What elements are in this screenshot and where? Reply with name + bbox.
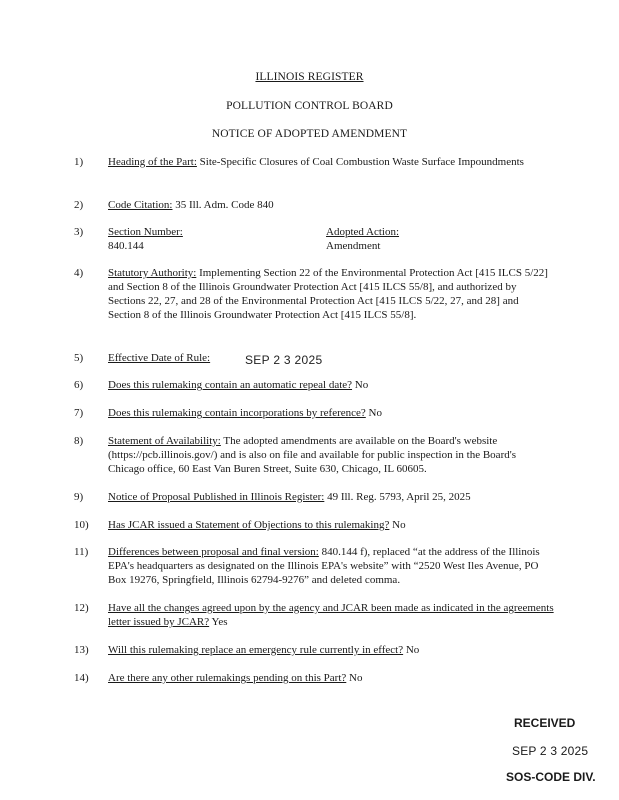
item-text: 840.144 f), replaced “at the address of the Illinois EPA's headquarters as designated on the Illinois EPA's website” with “2520 West Iles Avenue, PO Box 19276, Springfield, Illinois 62794-9276” and deleted comma.	[108, 546, 540, 586]
item-label: Are there any other rulemakings pending on this Part?	[108, 672, 347, 684]
adopted-action-value: Amendment	[326, 240, 381, 252]
item-label: Effective Date of Rule:	[108, 352, 211, 364]
item-number: 2)	[74, 199, 84, 211]
item-label: Statement of Availability:	[108, 435, 221, 447]
section-number-value: 840.144	[108, 240, 144, 252]
item-label: Does this rulemaking contain incorporations by reference?	[108, 407, 366, 419]
item-label: Differences between proposal and final version:	[108, 546, 319, 558]
item-number: 1)	[74, 156, 84, 168]
received-stamp-date: SEP 2 3 2025	[512, 744, 589, 758]
received-stamp-division: SOS-CODE DIV.	[506, 770, 596, 784]
received-stamp-title: RECEIVED	[514, 716, 576, 730]
item-number: 4)	[74, 267, 84, 279]
item-number: 12)	[74, 602, 89, 614]
item-number: 14)	[74, 672, 89, 684]
item-text: 35 Ill. Adm. Code 840	[172, 199, 274, 211]
item-number: 5)	[74, 352, 84, 364]
item-label: Have all the changes agreed upon by the agency and JCAR been made as indicated in the agreements letter issued by JCAR?	[108, 602, 554, 628]
item-text: No	[403, 644, 420, 656]
item-number: 7)	[74, 407, 84, 419]
section-number-label: Section Number:	[108, 226, 183, 238]
item-text: No	[352, 379, 369, 391]
item-label: Statutory Authority:	[108, 267, 197, 279]
item-text: Yes	[209, 616, 228, 628]
item-number: 11)	[74, 546, 89, 558]
item-label: Does this rulemaking contain an automatic repeal date?	[108, 379, 353, 391]
item-text: No	[389, 519, 406, 531]
item-text: No	[365, 407, 382, 419]
item-label: Heading of the Part:	[108, 156, 197, 168]
item-number: 3)	[74, 226, 84, 238]
item-text: The adopted amendments are available on the Board's website (https://pcb.illinois.gov/) and is also on file and available for public inspection in the Board's Chicago office, 60 East Van Buren Street, Suite 630, Chicago, IL 60605.	[108, 435, 516, 475]
register-heading: ILLINOIS REGISTER	[255, 71, 364, 83]
item-text: 49 Ill. Reg. 5793, April 25, 2025	[324, 491, 471, 503]
item-number: 6)	[74, 379, 84, 391]
board-heading: POLLUTION CONTROL BOARD	[226, 100, 393, 112]
item-number: 10)	[74, 519, 89, 531]
notice-heading: NOTICE OF ADOPTED AMENDMENT	[211, 128, 408, 140]
effective-date-stamp: SEP 2 3 2025	[245, 353, 323, 367]
item-number: 13)	[74, 644, 89, 656]
item-text: Implementing Section 22 of the Environmental Protection Act [415 ILCS 5/22] and Section 8 of the Illinois Groundwater Protection Act [415 ILCS 55/8], and authorized by Sections 22, 27, and 28 of the Environmental Protection Act [415 ILCS 5/22, 27, and 28] and Section 8 of the Illinois Groundwater Protection Act [415 ILCS 55/8].	[108, 267, 548, 321]
item-label: Code Citation:	[108, 199, 173, 211]
adopted-action-label: Adopted Action:	[326, 226, 400, 238]
item-label: Has JCAR issued a Statement of Objections to this rulemaking?	[108, 519, 390, 531]
item-label: Notice of Proposal Published in Illinois Register:	[108, 491, 325, 503]
item-number: 9)	[74, 491, 84, 503]
item-number: 8)	[74, 435, 84, 447]
item-text: Site-Specific Closures of Coal Combustion Waste Surface Impoundments	[196, 156, 524, 168]
item-text: No	[346, 672, 363, 684]
item-label: Will this rulemaking replace an emergency rule currently in effect?	[108, 644, 404, 656]
